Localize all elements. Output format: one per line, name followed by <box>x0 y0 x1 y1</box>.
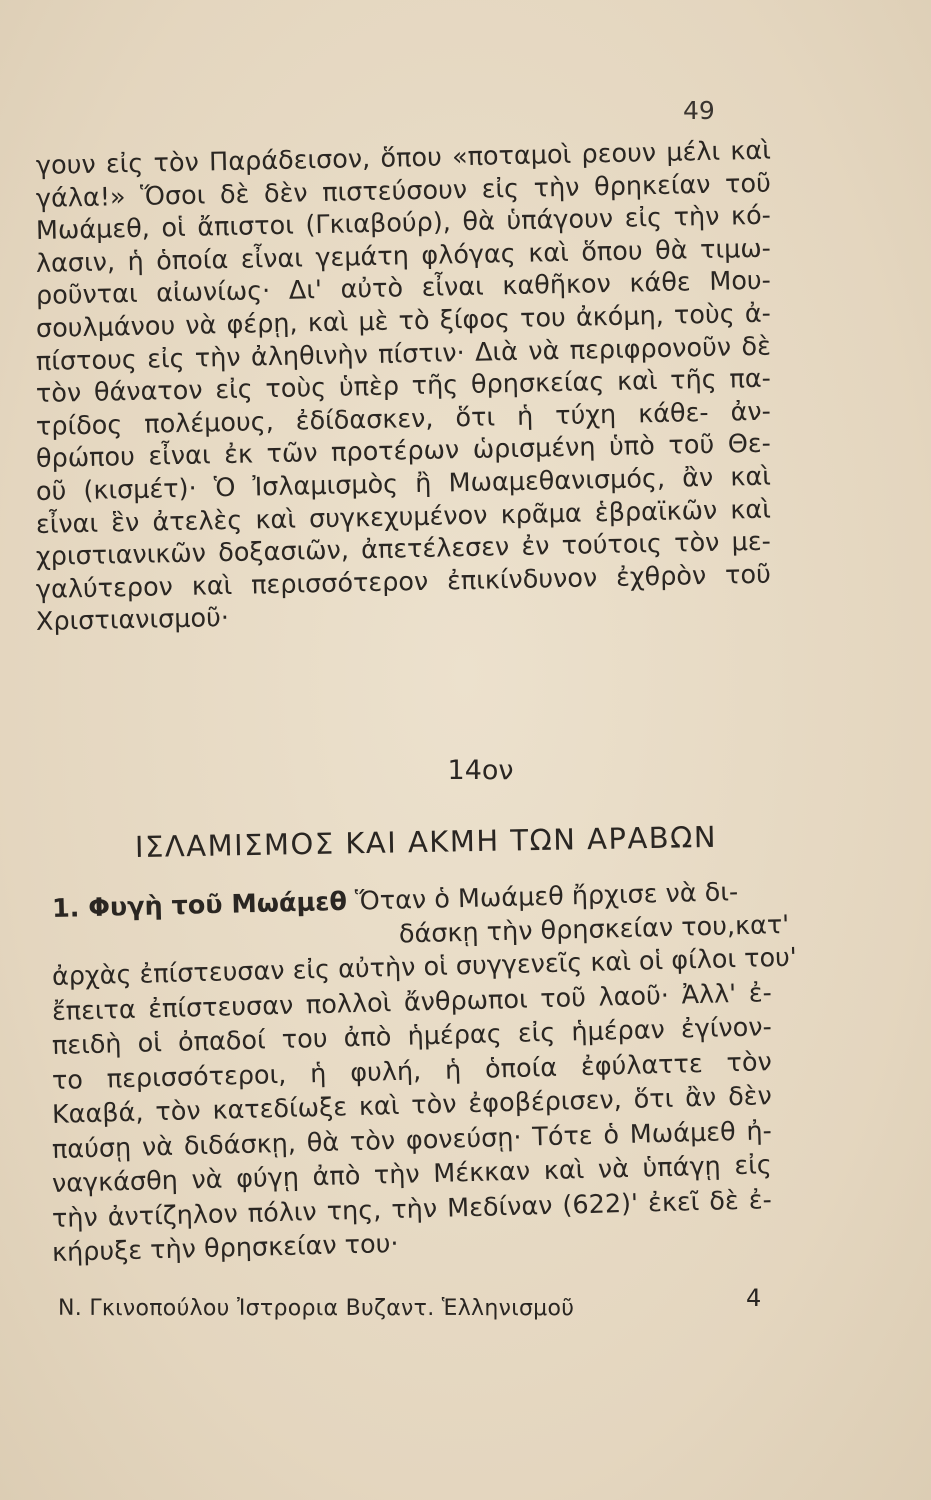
paragraph-line: τὸν θάνατον εἰς τοὺς ὑπὲρ τῆς θρησκείας καὶ τῆς πα- <box>35 363 772 410</box>
subsection <box>51 877 798 1271</box>
section-heading: ΙΣΛΑΜΙΣΜΟΣ ΚΑΙ ΑΚΜΗ ΤΩΝ ΑΡΑΒΩΝ <box>134 819 718 864</box>
paragraph-line: σουλμάνου νὰ φέρῃ, καὶ μὲ τὸ ξίφος του ἀκόμη, τοὺς ἀ- <box>35 298 772 344</box>
subsection-line: παύσῃ νὰ διδάσκῃ, θὰ τὸν φονεύσῃ· Τότε ὁ Μωάμεθ ἠ- <box>51 1115 773 1165</box>
paragraph-line: γουν εἰς τὸν Παράδεισον, ὅπου «ποταμοὶ ρεουν μέλι καὶ <box>35 135 772 181</box>
subsection-line: κήρυξε τὴν θρησκείαν του· <box>51 1228 399 1268</box>
footer-signature: 4 <box>746 1284 762 1312</box>
paragraph-line: πίστους εἰς τὴν ἀληθινὴν πίστιν· Διὰ νὰ περιφρονοῦν δὲ <box>35 331 772 377</box>
subsection-line: Κααβά, τὸν κατεδίωξε καὶ τὸν ἐφοβέρισεν, ὅτι ἂν δὲν <box>51 1081 773 1130</box>
paragraph-line: εἶναι ἓν ἀτελὲς καὶ συγκεχυμένον κρᾶμα ἑβραϊκῶν καὶ <box>35 494 772 540</box>
subsection-line-text: Ὅταν ὁ Μωάμεθ ἤρχισε νὰ δι- <box>354 877 739 917</box>
paragraph-line: Μωάμεθ, οἱ ἄπιστοι (Γκιαβούρ), θὰ ὑπάγουν εἰς τὴν κό- <box>35 200 772 247</box>
footer-author: Ν. Γκινοπούλου Ἰστρορια Βυζαντ. Ἑλληνισμοῦ <box>58 1296 575 1321</box>
paragraph-line: γαλύτερον καὶ περισσότερον ἐπικίνδυνον ἐχθρὸν τοῦ <box>35 559 772 605</box>
subsection-line: ἀρχὰς ἐπίστευσαν εἰς αὐτὴν οἱ συγγενεῖς καὶ οἱ φίλοι του' <box>51 942 798 992</box>
paragraph-line: γάλα!» Ὅσοι δὲ δὲν πιστεύσουν εἰς τὴν θρηκείαν τοῦ <box>35 168 772 214</box>
paragraph-line: οῦ (κισμέτ)· Ὁ Ἰσλαμισμὸς ἢ Μωαμεθανισμός, ἂν καὶ <box>35 461 772 507</box>
paragraph-line: χριστιανικῶν δοξασιῶν, ἀπετέλεσεν ἐν τούτοις τὸν με- <box>35 526 772 573</box>
subsection-line: το περισσότεροι, ἡ φυλή, ἡ ὁποία ἐφύλαττε τὸν <box>51 1046 773 1096</box>
body-paragraph <box>35 135 772 639</box>
subsection-line: τὴν ἀντίζηλον πόλιν της, τὴν Μεδίναν (622)' ἐκεῖ δὲ ἐ- <box>51 1184 773 1234</box>
paragraph-line: Χριστιανισμοῦ· <box>35 603 230 638</box>
subsection-line: ναγκάσθη νὰ φύγῃ ἀπὸ τὴν Μέκκαν καὶ νὰ ὑπάγῃ εἰς <box>51 1150 773 1199</box>
page-number: 49 <box>683 96 715 125</box>
paragraph-line: λασιν, ἡ ὁποία εἶναι γεμάτη φλόγας καὶ ὅπου θὰ τιμω- <box>35 233 772 279</box>
paragraph-line: τρίδος πολέμους, ἐδίδασκεν, ὅτι ἡ τύχη κάθε- ἀν- <box>35 396 772 442</box>
paragraph-line: ροῦνται αἰωνίως· Δι' αὐτὸ εἶναι καθῆκον κάθε Μου- <box>35 265 772 312</box>
subsection-line: ἔπειτα ἐπίστευσαν πολλοὶ ἄνθρωποι τοῦ λαοῦ· Ἀλλ' ἐ- <box>51 977 773 1027</box>
paragraph-line: θρώπου εἶναι ἐκ τῶν προτέρων ὡρισμένη ὑπὸ τοῦ Θε- <box>35 428 772 475</box>
subsection-second-line: δάσκῃ τὴν θρησκείαν του,κατ' <box>398 909 790 950</box>
subsection-line: πειδὴ οἱ ὀπαδοί του ἀπὸ ἡμέρας εἰς ἡμέραν ἐγίνον- <box>51 1012 773 1061</box>
chapter-number: 14ον <box>447 755 514 786</box>
subsection-heading: 1. Φυγὴ τοῦ Μωάμεθ <box>51 886 348 924</box>
